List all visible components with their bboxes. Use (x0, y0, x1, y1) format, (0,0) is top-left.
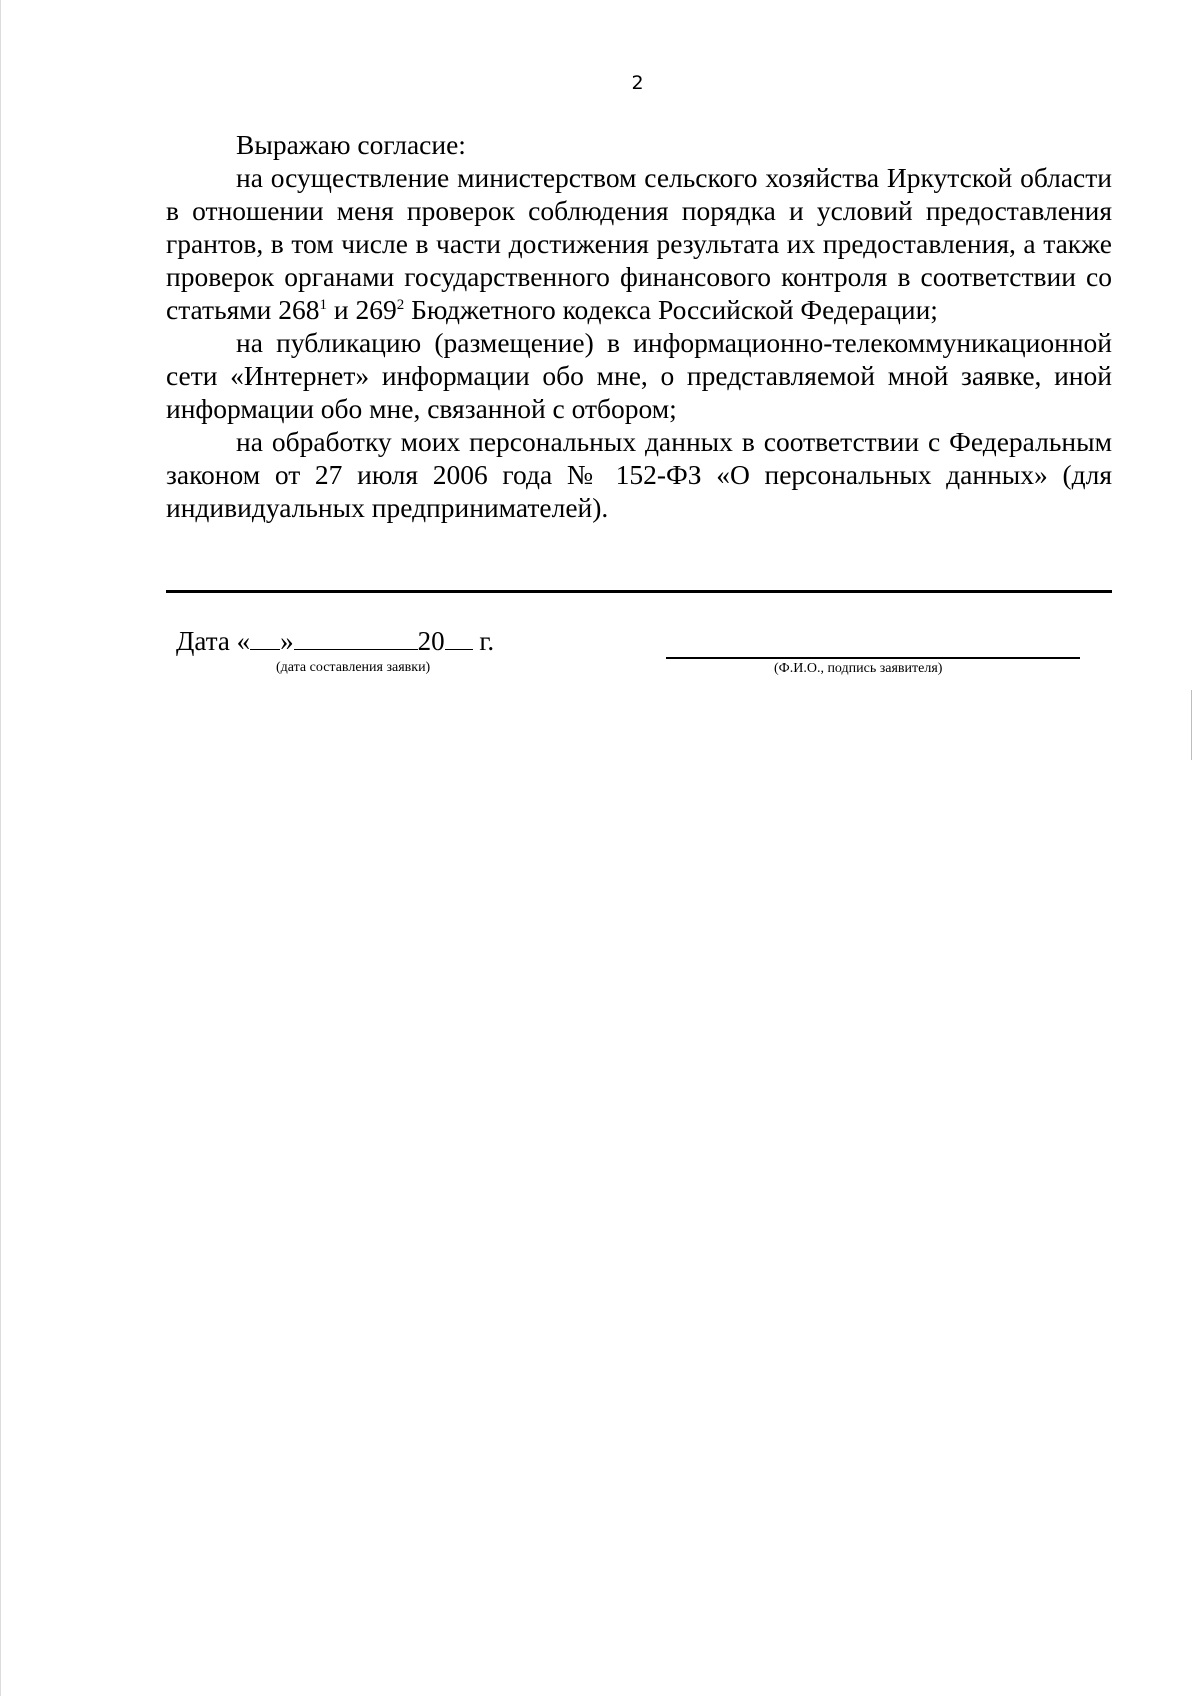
day-blank[interactable] (250, 625, 280, 650)
year-prefix: 20 (417, 626, 445, 656)
footnote-marker-2: 2 (396, 296, 405, 313)
consent-p1-text: на осуществление министерством сельского хозяйства Иркутской области в отношении меня проверок соблюдения порядка и условий предоставления грантов, в том числе в части достижения результата их предоставления, а также проверок органами государственного финансового контроля в соответствии со статьями 268 (166, 162, 1112, 325)
consent-heading: Выражаю согласие: (236, 129, 466, 160)
date-prefix: Дата « (176, 626, 251, 656)
separator-rule (166, 590, 1112, 593)
consent-p1-mid: и 269 (327, 294, 397, 325)
date-field (176, 625, 494, 657)
page-number: 2 (631, 72, 644, 94)
year-suffix: г. (479, 626, 495, 656)
scan-edge-left (0, 0, 1, 1696)
consent-paragraph-personal-data: на обработку моих персональных данных в соответствии с Федеральным законом от 27 июля 2006 года № 152-ФЗ «О персональных данных» (для индивидуальных предпринимателей). (166, 426, 1112, 523)
date-caption: (дата составления заявки) (276, 660, 431, 675)
consent-paragraph-inspections (166, 161, 1112, 326)
consent-p1-end: Бюджетного кодекса Российской Федерации; (404, 294, 938, 325)
month-blank[interactable] (294, 625, 418, 650)
date-quote-close: » (280, 626, 294, 656)
footnote-marker-1: 1 (319, 296, 328, 313)
signature-line[interactable] (666, 657, 1080, 659)
year-blank[interactable] (445, 625, 473, 650)
consent-paragraph-publication: на публикацию (размещение) в информационно-телекоммуникационной сети «Интернет» информации обо мне, о представляемой мной заявке, иной информации обо мне, связанной с отбором; (166, 327, 1112, 424)
signature-caption: (Ф.И.О., подпись заявителя) (774, 661, 943, 676)
scan-mark-right (1191, 690, 1192, 760)
consent-text (166, 128, 1112, 524)
